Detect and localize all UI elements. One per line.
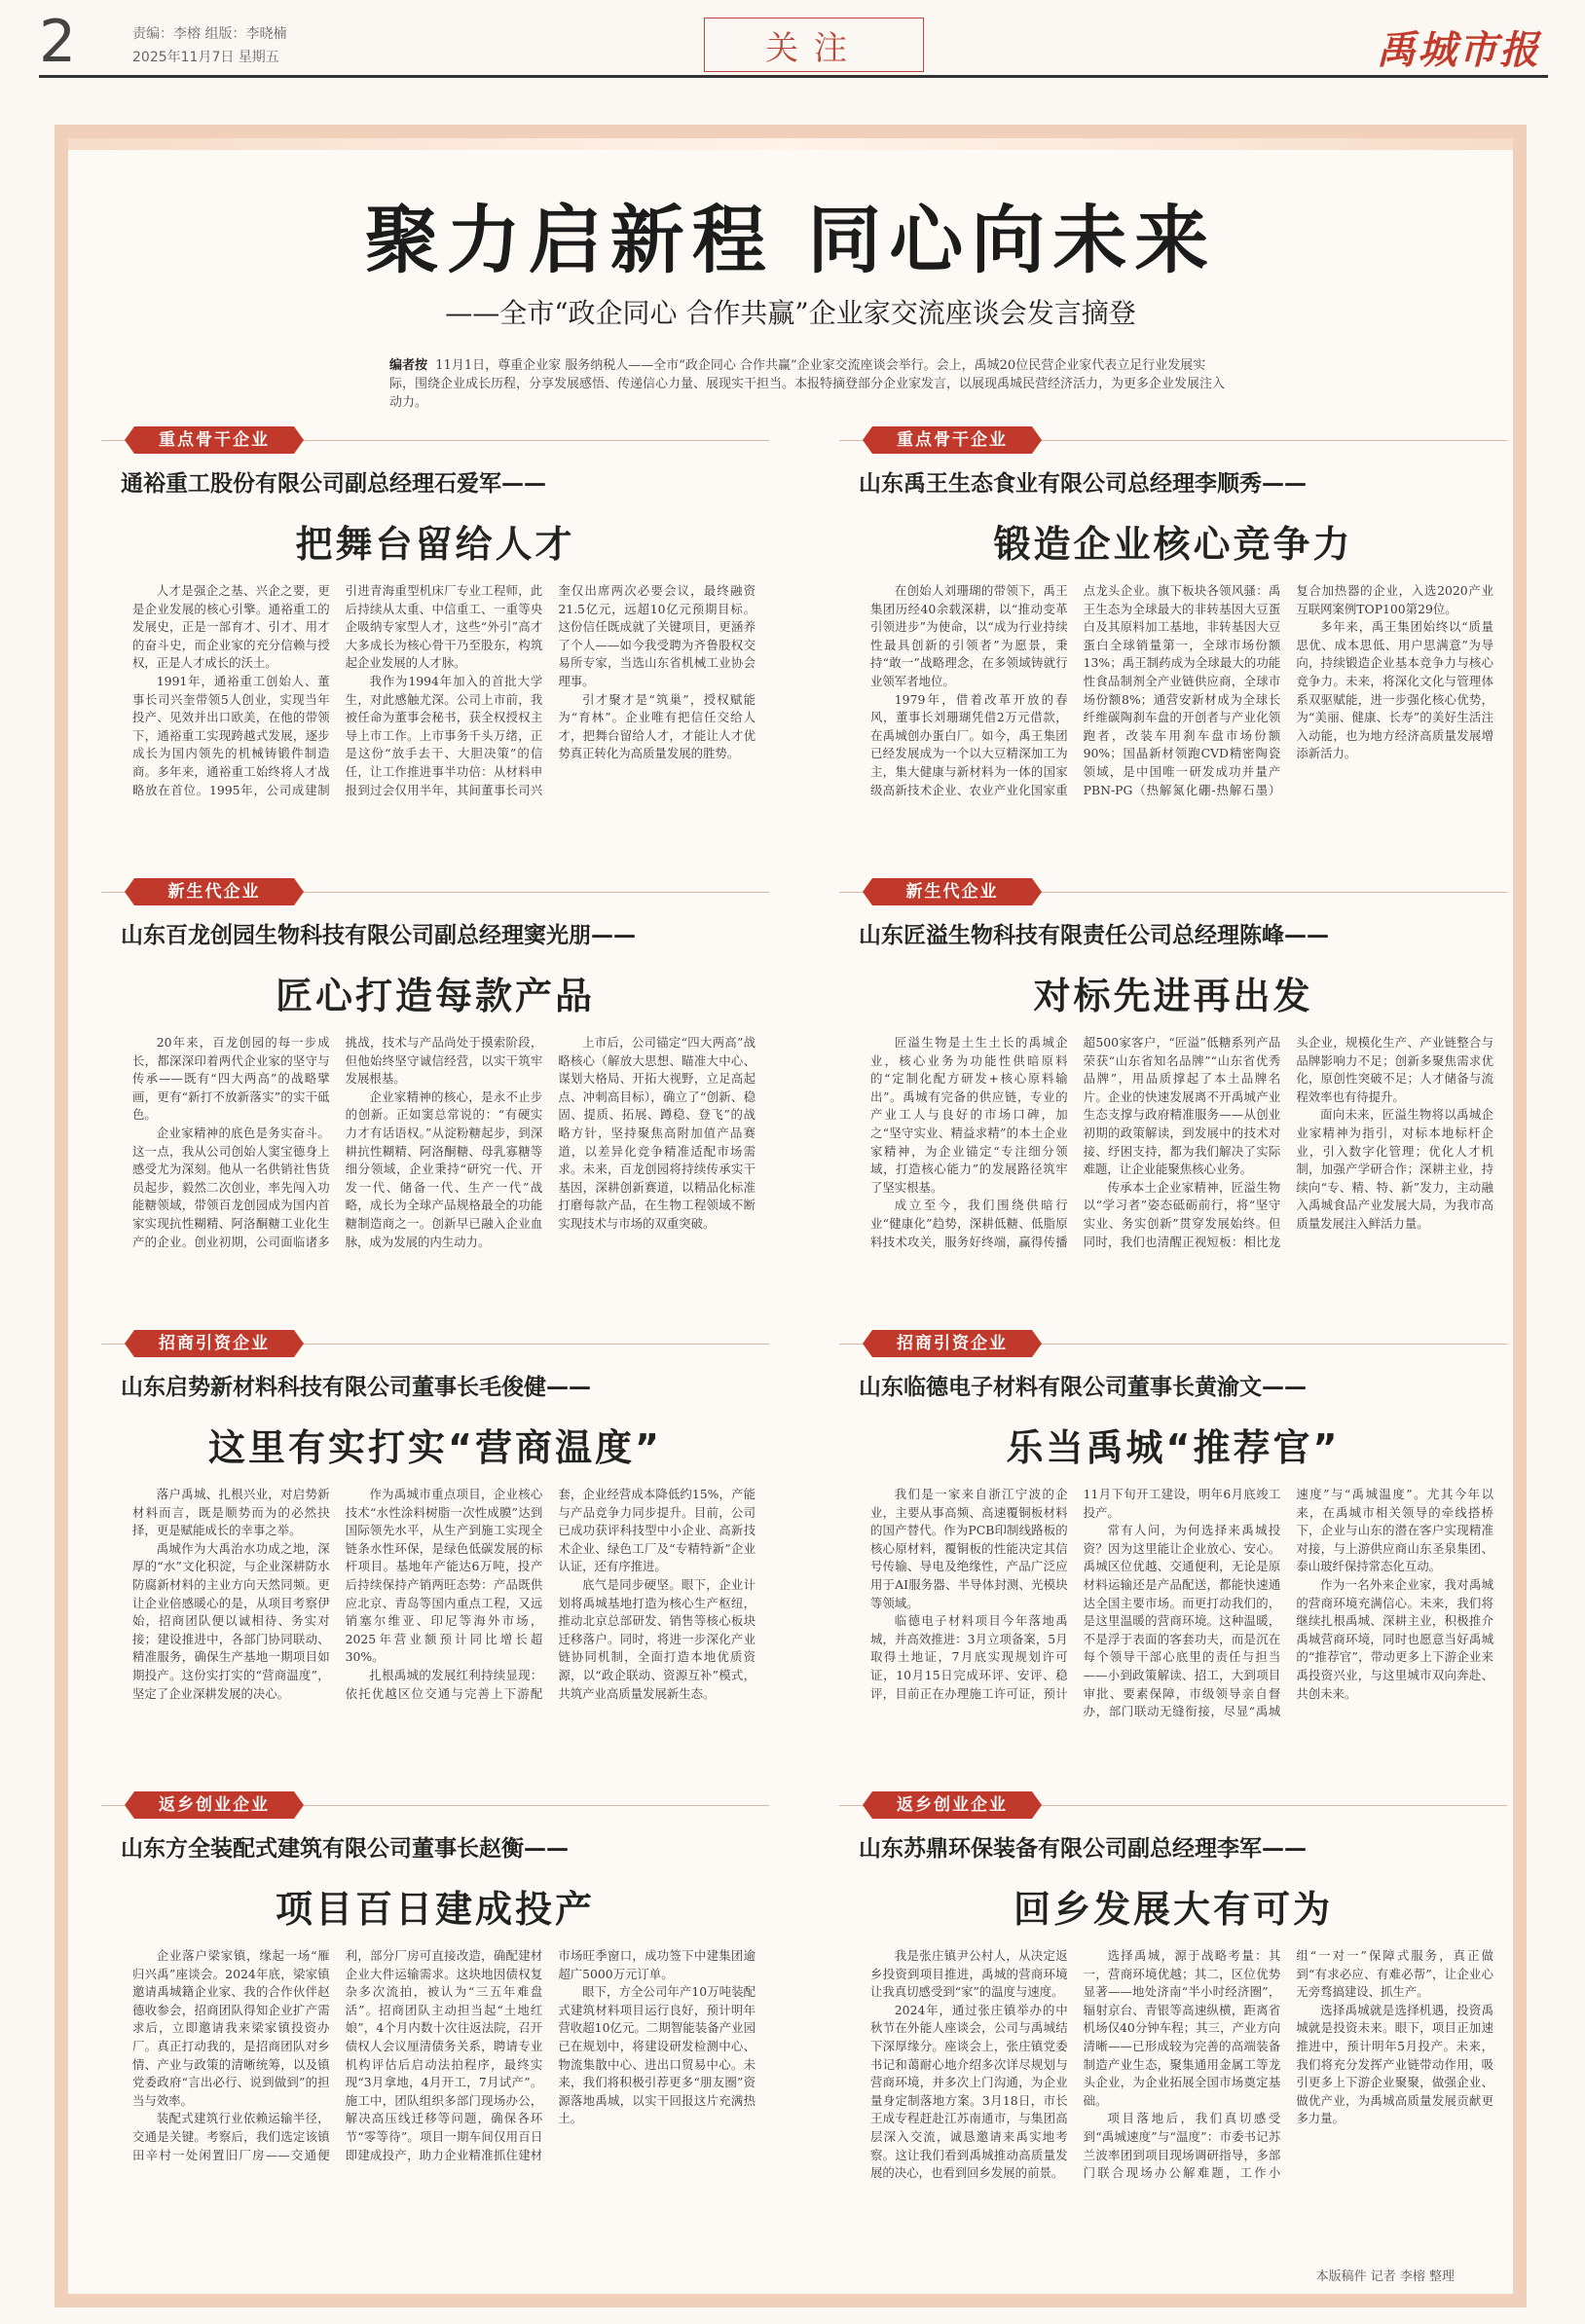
paragraph: 项目落地后，我们真切感受到“禹城速度”与“温度”：市委书记苏兰波率团到项目现场调研指导，多部门联合现场办公解难题，工作小组“一对一”保障式服务，真正做到“有求必应、有难必帮”，让企业心无旁骛搞建设、抓生产。 [1083,1948,1493,2181]
story-body [132,1034,756,1316]
paragraph: 企业落户梁家镇，缘起一场“雁归兴禹”座谈会。2024年底，梁家镇邀请禹城籍企业家、我的合作伙伴赵德收参会，招商团队得知企业扩产需求后，立即邀请我来梁家镇投资办厂。真正打动我的，是招商团队对乡情、产业与政策的清晰统筹，以及镇党委政府“言出必行、说到做到”的担当与效率。 [132,1948,330,2108]
story-tag: 新生代企业 [872,878,1032,905]
paragraph: 人才是强企之基、兴企之要，更是企业发展的核心引擎。通裕重工的发展史，正是一部育才、引才、用才的奋斗史，而企业家的充分信赖与授权，正是人才成长的沃土。 [132,583,330,671]
story-title: 回乡发展大有可为 [1013,1888,1333,1931]
page-number: 2 [39,8,77,76]
story-body [132,1486,756,1768]
paragraph: 选择禹城，源于战略考量：其一，营商环境优越；其二，区位优势显著——地处济南“半小时经济圈”，辐射京台、青银等高速纵横，距离省机场仅40分钟车程；其三，产业方向清晰——已形成较为完善的高端装备制造产业生态，聚集通用金属工等龙头企业，为企业拓展全国市场奠定基础。 [1083,1948,1281,2108]
story-tag: 返乡创业企业 [872,1791,1032,1819]
story-7 [82,1791,789,2249]
story-byline: 山东百龙创园生物科技有限公司副总经理窦光朋—— [121,923,636,948]
editor-line: 责编：李榕 组版：李晓楠 [132,26,287,42]
paragraph: 我作为1994年加入的首批大学生，对此感触尤深。公司上市前，我被任命为董事会秘书，获全权授权主导上市工作。上市事务千头万绪，正是这份“放手去干、大胆决策”的信任，让工作推进事半功倍：从材料申报到过会仅用半年，其间董事长司兴奎仅出席两次必要会议，最终融资21.5亿元，远超10亿元预期目标。这份信任既成就了关键项目，更涵养了个人——如今我受聘为齐鲁股权交易所专家，当选山东省机械工业协会理事。 [345,583,756,797]
story-8 [820,1791,1527,2249]
paragraph: 选择禹城就是选择机遇，投资禹城就是投资未来。眼下，项目正加速推进中，预计明年5月投产。未来，我们将充分发挥产业链带动作用，吸引更多上下游企业聚聚，做强企业、做优产业，为禹城高质量发展贡献更多力量。 [1296,2002,1493,2126]
editor-note-label: 编者按 [389,358,428,373]
story-tag: 重点骨干企业 [872,426,1032,454]
story-title: 锻造企业核心竞争力 [993,523,1353,566]
paragraph: 2024年，通过张庄镇举办的中秋节在外能人座谈会，公司与禹城结下深厚缘分。座谈会上，张庄镇党委书记和蔼耐心地介绍多次详尽规划与营商环境，并多次上门沟通，为企业量身定制落地方案。3月18日，市长王成专程赶赴江苏南通市，与集团高层深入交流，诚恳邀请来禹实地考察。这让我们看到禹城推动高质量发展的决心，也看到回乡发展的前景。 [870,2002,1068,2181]
date-line: 2025年11月7日 星期五 [132,50,279,65]
paragraph: 企业家精神的底色是务实奋斗。这一点，我从公司创始人窦宝德身上感受尤为深刻。他从一名供销社售货员起步，毅然二次创业，率先闯入功能糖领域，带领百龙创园成为国内首家实现抗性糊精、阿洛酮糖工业化生产的企业。创业初期，公司面临诸多挑战，技术与产品尚处于摸索阶段，但他始终坚守诚信经营，以实干筑牢发展根基。 [132,1035,543,1249]
headline: 聚力启新程 同心向未来 [364,197,1217,283]
paragraph: 禹城作为大禹治水功成之地，深厚的“水”文化积淀，与企业深耕防水防腐新材料的主业方向天然同频。更让企业倍感暖心的是，从项目考察伊始，招商团队便以诚相待、务实对接；建设推进中，各部门协同联动、精准服务，确保生产基地一期项目如期投产。这份实打实的“营商温度”，坚定了企业深耕发展的决心。 [132,1540,330,1701]
paragraph: 引才聚才是“筑巢”，授权赋能为“育林”。企业唯有把信任交给人才，把舞台留给人才，才能让人才优势真正转化为高质量发展的胜势。 [558,691,756,761]
story-title: 这里有实打实“营商温度” [208,1426,662,1469]
paragraph: 上市后，公司锚定“四大两高”战略核心（解放大思想、瞄准大中心、谋划大格局、开拓大视野，立足高起点、冲刺高目标），确立了“创新、稳固、提质、拓展、蹲稳、登飞”的战略方针，坚持聚焦高附加值产品赛道，以差异化竞争精准适配市场需求。未来，百龙创园将持续传承实干基因，深耕创新赛道，以精品化标准打磨每款产品，在生物工程领域不断实现技术与市场的双重突破。 [558,1035,756,1231]
story-2 [820,426,1527,855]
story-title: 项目百日建成投产 [275,1888,595,1931]
story-byline: 山东苏鼎环保装备有限公司副总经理李军—— [859,1836,1307,1862]
paragraph: 1979年，借着改革开放的春风，董事长刘珊瑚凭借2万元借款，在禹城创办蛋白厂。如今，禹王集团已经发展成为一个以大豆精深加工为主，集大健康与新材料为一体的国家级高新技术企业、农业产业化国家重点龙头企业。旗下板块各领风骚：禹王生态为全球最大的非转基因大豆蛋白及其原料加工基地，非转基因大豆蛋白全球销量第一，全球市场份额13%；禹王制药成为全球最大的功能性食品制剂全产业链供应商，全球市场份额8%；通营安新材成为全球长纤维碳陶刹车盘的开创者与产业化领跑者，改装车用刹车盘市场份额90%；国晶新材领跑CVD精密陶瓷领域，是中国唯一研发成功并量产PBN-PG（热解氮化硼-热解石墨）复合加热器的企业，入选2020产业互联网案例TOP100第29位。 [870,583,1493,797]
paragraph: 落户禹城、扎根兴业，对启势新材料而言，既是顺势而为的必然抉择，更是赋能成长的幸事之举。 [132,1487,330,1538]
frame-decoration [68,138,1513,150]
paragraph: 作为一名外来企业家，我对禹城的营商环境充满信心。未来，我们将继续扎根禹城、深耕主业，积极推介禹城营商环境，同时也愿意当好禹城的“推荐官”，带动更多上下游企业来禹投资兴业，与这里城市双向奔赴、共创未来。 [1296,1576,1493,1701]
paragraph: 成立至今，我们围绕供暗行业“健康化”趋势，深耕低糖、低脂原料技术攻关，服务好终端，赢得传播超500家客户，“匠溢”低糖系列产品荣获“山东省知名品牌”“山东省优秀品牌”，用品质撑起了本土品牌名片。企业的快速发展离不开禹城产业生态支撑与政府精准服务——从创业初期的政策解读，到发展中的技术对接、纾困支持，都为我们解决了实际难题，让企业能聚焦核心业务。 [870,1035,1281,1249]
paragraph: 底气是同步硬坚。眼下，企业计划将禹城基地打造为核心生产枢纽，推动北京总部研发、销售等核心板块迁移落户。同时，将进一步深化产业链协同机制，全面打造本地优质资源，以“政企联动、资源互补”模式，共筑产业高质量发展新生态。 [558,1576,756,1701]
story-body [870,1947,1493,2249]
story-tag: 重点骨干企业 [134,426,294,454]
story-tag: 返乡创业企业 [134,1791,294,1819]
paragraph: 我是张庄镇尹公村人，从决定返乡投资到项目推进，禹城的营商环境让我真切感受到“家”的温度与速度。 [870,1948,1068,2000]
story-1 [82,426,789,855]
story-byline: 山东禹王生态食业有限公司总经理李顺秀—— [859,471,1307,497]
story-tag: 招商引资企业 [134,1330,294,1357]
credits [132,22,286,69]
paragraph: 多年来，禹王集团始终以“质量思优、成本思低、用户思满意”为导向，持续锻造企业基本竞争力与核心竞争力。未来，将深化文化与管理体系双驱赋能，进一步强化核心优势，为“美丽、健康、长寿”的美好生活注入动能，也为地方经济高质量发展增添新活力。 [1296,619,1493,761]
paper-logo: 禹城市报 [1377,27,1540,73]
paragraph: 传承本土企业家精神，匠溢生物以“学习者”姿态砥砺前行，将“坚守实业、务实创新”贯穿发展始终。但同时，我们也清醒正视短板：相比龙头企业，规模化生产、产业链整合与品牌影响力不足；创新多聚焦需求优化，原创性突破不足；人才储备与流程效率也有待提升。 [1083,1035,1493,1249]
paragraph: 20年来，百龙创园的每一步成长，都深深印着两代企业家的坚守与传承——既有“四大两高”的战略擘画，更有“新打不放新落实”的实干砥色。 [132,1035,330,1123]
paragraph: 扎根禹城的发展红利持续显现：依托优越区位交通与完善上下游配套，企业经营成本降低约15%，产能与产品竞争力同步提升。目前，公司已成功获评科技型中小企业、高新技术企业、绿色工厂及“专精特新”企业认证，还有序推进。 [345,1487,756,1701]
story-byline: 山东匠溢生物科技有限责任公司总经理陈峰—— [859,923,1329,948]
story-title: 把舞台留给人才 [295,523,575,566]
story-byline: 山东启势新材料科技有限公司董事长毛俊健—— [121,1375,591,1400]
story-byline: 通裕重工股份有限公司副总经理石爱军—— [121,471,546,497]
story-byline: 山东方全装配式建筑有限公司董事长赵衡—— [121,1836,569,1862]
story-byline: 山东临德电子材料有限公司董事长黄渝文—— [859,1375,1307,1400]
masthead [39,8,1548,78]
editor-note [389,356,1227,412]
paragraph: 临德电子材料项目今年落地禹城，并高效推进：3月立项备案，5月取得土地证，7月底实现规划许可证，10月15日完成环评、安评、稳评，目前正在办理施工许可证，预计11月下旬开工建设，明年6月底竣工投产。 [870,1487,1281,1701]
paragraph: 眼下，方全公司年产10万吨装配式建筑材料项目运行良好，预计明年营收超10亿元。二期智能装备产业园已在规划中，将建设研发检测中心、物流集散中心、进出口贸易中心。未来，我们将积极引荐更多“朋友圈”资源落地禹城，以实干回报这片充满热土。 [558,1984,756,2126]
paragraph: 在创始人刘珊瑚的带领下，禹王集团历经40余载深耕，以“推动变革 引领进步”为使命，以“成为行业持续性最具创新的引领者”为愿景，秉持“敢一”战略理念，在多领域铸就行业领军者地位。 [870,583,1068,688]
story-body [870,1034,1493,1316]
subheadline: ——全市“政企同心 合作共赢”企业家交流座谈会发言摘登 [445,297,1136,329]
section-label: 关注 [704,18,924,72]
story-3 [82,878,789,1307]
paragraph: 作为禹城市重点项目，企业核心技术“水性涂料树脂一次性成膜”达到国际领先水平，从生产到施工实现全链条水性环保，是绿色低碳发展的标杆项目。基地年产能达6万吨，投产后持续保持产销两旺态势：产品既供应北京、青岛等国内重点工程，又远销塞尔维亚、印尼等海外市场，2025年营业额预计同比增长超30%。 [345,1487,543,1665]
paragraph: 面向未来，匠溢生物将以禹城企业家精神为指引，对标本地标杆企业，引入数字化管理；优化人才机制，加强产学研合作；深耕主业，持续向“专、精、特、新”发力，主动融入禹城食品产业发展大局，为我市高质量发展注入鲜活力量。 [1296,1107,1493,1231]
editor-note-text: 11月1日，尊重企业家 服务纳税人——全市“政企同心 合作共赢”企业家交流座谈会举行。会上，禹城20位民营企业家代表立足行业发展实际，围绕企业成长历程，分享发展感悟、传递信心力量、展现实干担当。本报特摘登部分企业家发言，以展现禹城民营经济活力，为更多企业发展注入动力。 [389,358,1226,410]
story-title: 对标先进再出发 [1033,975,1313,1017]
story-4 [820,878,1527,1307]
paragraph: 常有人问，为何选择来禹城投资？因为这里能让企业放心、安心。禹城区位优越、交通便利，无论是原材料运输还是产品配送，都能快速通达全国主要市场。而更打动我们的，是这里温暖的营商环境。这种温暖，不是浮于表面的客套功夫，而是沉在每个领导干部心底里的责任与担当——小到政策解读、招工，大到项目审批、要素保障，市级领导亲自督办，部门联动无缝衔接，尽显“禹城速度”与“禹城温度”。尤其今年以来，在禹城市相关领导的牵线搭桥下，企业与山东的潜在客户实现精准对接，与上游供应商山东圣泉集团、泰山玻纤保持常态化互动。 [1083,1487,1493,1719]
story-body [870,582,1493,865]
paragraph: 装配式建筑行业依赖运输半径，交通是关键。考察后，我们选定该镇田辛村一处闲置旧厂房——交通便利，部分厂房可直接改造，确配建材企业大件运输需求。这块地因债权复杂多次流拍，被认为“三五年难盘活”。招商团队主动担当起“土地红娘”，4个月内数十次往返法院，召开债权人会议厘清债务关系，聘请专业机构评估后启动法拍程序，最终实现“3月拿地，4月开工，7月试产”。施工中，团队组织多部门现场办公，解决高压线迁移等问题，确保各环节“零等待”。项目一期车间仅用百日即建成投产，助力企业精准抓住建材市场旺季窗口，成功签下中建集团逾超广5000万元订单。 [132,1948,756,2162]
story-body [132,1947,756,2249]
paragraph: 企业家精神的核心，是永不止步的创新。正如窦总常说的：“有硬实力才有话语权。”从淀粉糖起步，到深耕抗性糊精、阿洛酮糖、母乳寡糖等细分领域，企业秉持“研究一代、开发一代、储备一代、生产一代”战略，成长为全球产品规格最全的功能糖制造商之一。创新早已融入企业血脉，成为发展的内生动力。 [345,1088,543,1249]
page-footer: 本版稿件 记者 李榕 整理 [1315,2269,1455,2284]
feature-frame [55,125,1527,2307]
story-tag: 招商引资企业 [872,1330,1032,1357]
paragraph: 匠溢生物是土生土长的禹城企业，核心业务为功能性供暗原料的“定制化配方研发+核心原料输出”。禹城有完备的供应链，专业的产业工人与良好的市场口碑，加之“坚守实业、精益求精”的本土企业家精神，为企业锚定“专注细分领域，打造核心能力”的发展路径筑牢了坚实根基。 [870,1035,1068,1195]
story-body [132,582,756,865]
paragraph: 我们是一家来自浙江宁波的企业，主要从事高频、高速覆铜板材料的国产替代。作为PCB印制线路板的核心原材料，覆铜板的性能决定其信号传输、导电及绝缘性，产品广泛应用于AI服务器、半导体封测、光模块等领域。 [870,1487,1068,1610]
paragraph: 1991年，通裕重工创始人、董事长司兴奎带领5人创业，实现当年投产、见效并出口欧美，在他的带领下，通裕重工实现跨越式发展，逐步成长为国内领先的机械铸锻件制造商。多年来，通裕重工始终将人才战略放在首位。1995年，公司成建制引进青海重型机床厂专业工程师，此后持续从太重、中信重工、一重等央企吸纳专家型人才，这些“外引”高才大多成长为核心骨干乃至股东，构筑起企业发展的人才脉。 [132,583,543,797]
story-6 [820,1330,1527,1758]
story-5 [82,1330,789,1758]
story-title: 乐当禹城“推荐官” [1006,1426,1341,1469]
story-tag: 新生代企业 [134,878,294,905]
story-body [870,1486,1493,1768]
story-title: 匠心打造每款产品 [275,975,595,1017]
